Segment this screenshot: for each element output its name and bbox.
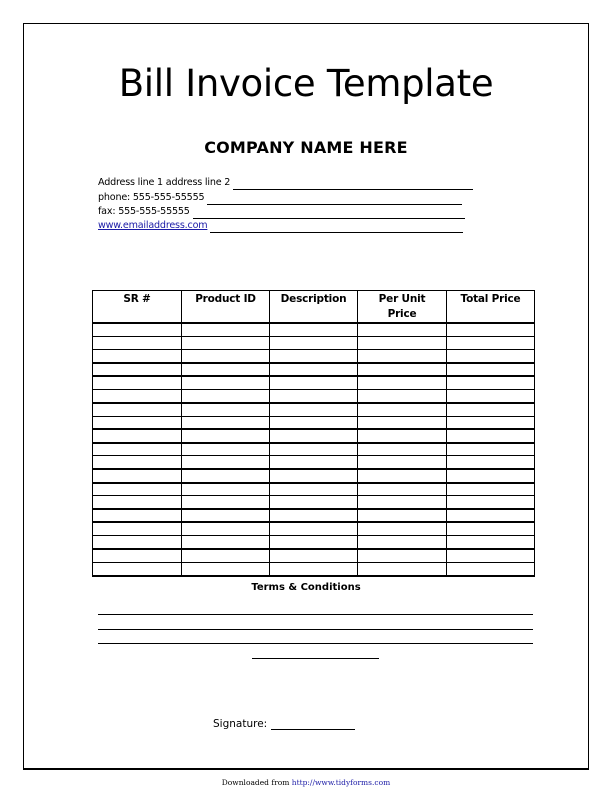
description-cell[interactable]: [270, 549, 358, 562]
sr-number-cell[interactable]: [93, 443, 182, 456]
terms-short-line[interactable]: [252, 658, 379, 659]
per-unit-price-cell[interactable]: [358, 363, 447, 376]
table-row: [93, 522, 535, 535]
product-id-cell[interactable]: [182, 350, 270, 363]
address-text: Address line 1 address line 2: [98, 177, 231, 188]
product-id-cell[interactable]: [182, 456, 270, 469]
description-cell[interactable]: [270, 350, 358, 363]
total-price-cell[interactable]: [447, 363, 535, 376]
per-unit-price-cell[interactable]: [358, 509, 447, 522]
product-id-cell[interactable]: [182, 443, 270, 456]
table-row: [93, 389, 535, 402]
sr-number-cell[interactable]: [93, 350, 182, 363]
total-price-cell[interactable]: [447, 549, 535, 562]
description-cell[interactable]: [270, 403, 358, 416]
header-total-price: Total Price: [447, 291, 535, 324]
product-id-cell[interactable]: [182, 549, 270, 562]
description-cell[interactable]: [270, 416, 358, 429]
table-row: [93, 429, 535, 442]
table-row: [93, 336, 535, 349]
description-cell[interactable]: [270, 429, 358, 442]
sr-number-cell[interactable]: [93, 536, 182, 549]
fax-text: fax: 555-555-55555: [98, 206, 190, 217]
product-id-cell[interactable]: [182, 536, 270, 549]
product-id-cell[interactable]: [182, 562, 270, 575]
sr-number-cell[interactable]: [93, 549, 182, 562]
phone-line: [98, 191, 462, 205]
product-id-cell[interactable]: [182, 389, 270, 402]
product-id-cell[interactable]: [182, 429, 270, 442]
per-unit-price-cell[interactable]: [358, 456, 447, 469]
description-cell[interactable]: [270, 509, 358, 522]
terms-line-1[interactable]: [98, 614, 533, 615]
sr-number-cell[interactable]: [93, 509, 182, 522]
sr-number-cell[interactable]: [93, 429, 182, 442]
website-link[interactable]: www.emailaddress.com: [98, 220, 208, 231]
address-line: [98, 176, 473, 190]
description-cell[interactable]: [270, 336, 358, 349]
terms-line-3[interactable]: [98, 643, 533, 644]
signature-block: [213, 718, 355, 730]
total-price-cell[interactable]: [447, 456, 535, 469]
header-description: Description: [270, 291, 358, 324]
per-unit-price-cell[interactable]: [358, 443, 447, 456]
footer-prefix: Downloaded from: [221, 778, 290, 787]
description-cell[interactable]: [270, 496, 358, 509]
total-price-cell[interactable]: [447, 416, 535, 429]
total-price-cell[interactable]: [447, 536, 535, 549]
description-cell[interactable]: [270, 483, 358, 496]
signature-label: Signature:: [213, 718, 268, 730]
per-unit-price-cell[interactable]: [358, 416, 447, 429]
description-cell[interactable]: [270, 469, 358, 482]
product-id-cell[interactable]: [182, 509, 270, 522]
sr-number-cell[interactable]: [93, 363, 182, 376]
description-cell[interactable]: [270, 536, 358, 549]
total-price-cell[interactable]: [447, 376, 535, 389]
per-unit-price-cell[interactable]: [358, 429, 447, 442]
sr-number-cell[interactable]: [93, 416, 182, 429]
product-id-cell[interactable]: [182, 363, 270, 376]
sr-number-cell[interactable]: [93, 522, 182, 535]
sr-number-cell[interactable]: [93, 323, 182, 336]
description-cell[interactable]: [270, 323, 358, 336]
table-row: [93, 456, 535, 469]
fax-line: [98, 205, 465, 219]
table-row: [93, 509, 535, 522]
product-id-cell[interactable]: [182, 416, 270, 429]
table-row: [93, 483, 535, 496]
phone-blank-field[interactable]: [207, 194, 462, 205]
phone-text: phone: 555-555-55555: [98, 192, 205, 203]
per-unit-price-cell[interactable]: [358, 549, 447, 562]
sr-number-cell[interactable]: [93, 336, 182, 349]
per-unit-price-cell[interactable]: [358, 496, 447, 509]
total-price-cell[interactable]: [447, 509, 535, 522]
sr-number-cell[interactable]: [93, 376, 182, 389]
signature-field[interactable]: [271, 718, 355, 730]
table-row: [93, 416, 535, 429]
product-id-cell[interactable]: [182, 483, 270, 496]
per-unit-price-cell[interactable]: [358, 562, 447, 575]
per-unit-price-cell[interactable]: [358, 483, 447, 496]
total-price-cell[interactable]: [447, 323, 535, 336]
terms-line-2[interactable]: [98, 629, 533, 630]
description-cell[interactable]: [270, 562, 358, 575]
per-unit-price-cell[interactable]: [358, 350, 447, 363]
product-id-cell[interactable]: [182, 522, 270, 535]
table-row: [93, 549, 535, 562]
per-unit-price-cell[interactable]: [358, 323, 447, 336]
address-blank-field[interactable]: [233, 179, 473, 190]
per-unit-price-cell[interactable]: [358, 536, 447, 549]
description-cell[interactable]: [270, 389, 358, 402]
description-cell[interactable]: [270, 443, 358, 456]
total-price-cell[interactable]: [447, 429, 535, 442]
table-row: [93, 350, 535, 363]
sr-number-cell[interactable]: [93, 403, 182, 416]
table-row: [93, 496, 535, 509]
table-row: [93, 562, 535, 575]
total-price-cell[interactable]: [447, 403, 535, 416]
product-id-cell[interactable]: [182, 376, 270, 389]
total-price-cell[interactable]: [447, 469, 535, 482]
table-row: [93, 323, 535, 336]
per-unit-price-cell[interactable]: [358, 336, 447, 349]
product-id-cell[interactable]: [182, 403, 270, 416]
header-sr-number: SR #: [93, 291, 182, 324]
sr-number-cell[interactable]: [93, 483, 182, 496]
table-row: [93, 376, 535, 389]
footer-link[interactable]: http://www.tidyforms.com: [291, 778, 391, 787]
product-id-cell[interactable]: [182, 469, 270, 482]
invoice-items-table: [92, 290, 535, 577]
table-row: [93, 443, 535, 456]
description-cell[interactable]: [270, 456, 358, 469]
table-row: [93, 403, 535, 416]
table-row: [93, 536, 535, 549]
total-price-cell[interactable]: [447, 562, 535, 575]
per-unit-price-cell[interactable]: [358, 522, 447, 535]
table-body: [93, 323, 535, 576]
product-id-cell[interactable]: [182, 496, 270, 509]
table-row: [93, 469, 535, 482]
sr-number-cell[interactable]: [93, 562, 182, 575]
website-line: [98, 219, 463, 233]
per-unit-price-cell[interactable]: [358, 376, 447, 389]
per-unit-price-cell[interactable]: [358, 469, 447, 482]
product-id-cell[interactable]: [182, 336, 270, 349]
total-price-cell[interactable]: [447, 336, 535, 349]
sr-number-cell[interactable]: [93, 496, 182, 509]
total-price-cell[interactable]: [447, 483, 535, 496]
description-cell[interactable]: [270, 363, 358, 376]
total-price-cell[interactable]: [447, 443, 535, 456]
table-header-row: [93, 291, 535, 324]
website-blank-field[interactable]: [210, 222, 463, 233]
sr-number-cell[interactable]: [93, 469, 182, 482]
header-product-id: Product ID: [182, 291, 270, 324]
description-cell[interactable]: [270, 376, 358, 389]
footer: [0, 778, 612, 787]
sr-number-cell[interactable]: [93, 389, 182, 402]
total-price-cell[interactable]: [447, 350, 535, 363]
total-price-cell[interactable]: [447, 496, 535, 509]
table-row: [93, 363, 535, 376]
company-name: COMPANY NAME HERE: [204, 138, 408, 157]
header-per-unit-price: Per Unit Price: [358, 291, 447, 324]
terms-heading: Terms & Conditions: [251, 582, 361, 593]
product-id-cell[interactable]: [182, 323, 270, 336]
per-unit-price-cell[interactable]: [358, 403, 447, 416]
total-price-cell[interactable]: [447, 389, 535, 402]
per-unit-price-cell[interactable]: [358, 389, 447, 402]
sr-number-cell[interactable]: [93, 456, 182, 469]
document-title: Bill Invoice Template: [118, 62, 494, 105]
fax-blank-field[interactable]: [193, 208, 465, 219]
description-cell[interactable]: [270, 522, 358, 535]
total-price-cell[interactable]: [447, 522, 535, 535]
